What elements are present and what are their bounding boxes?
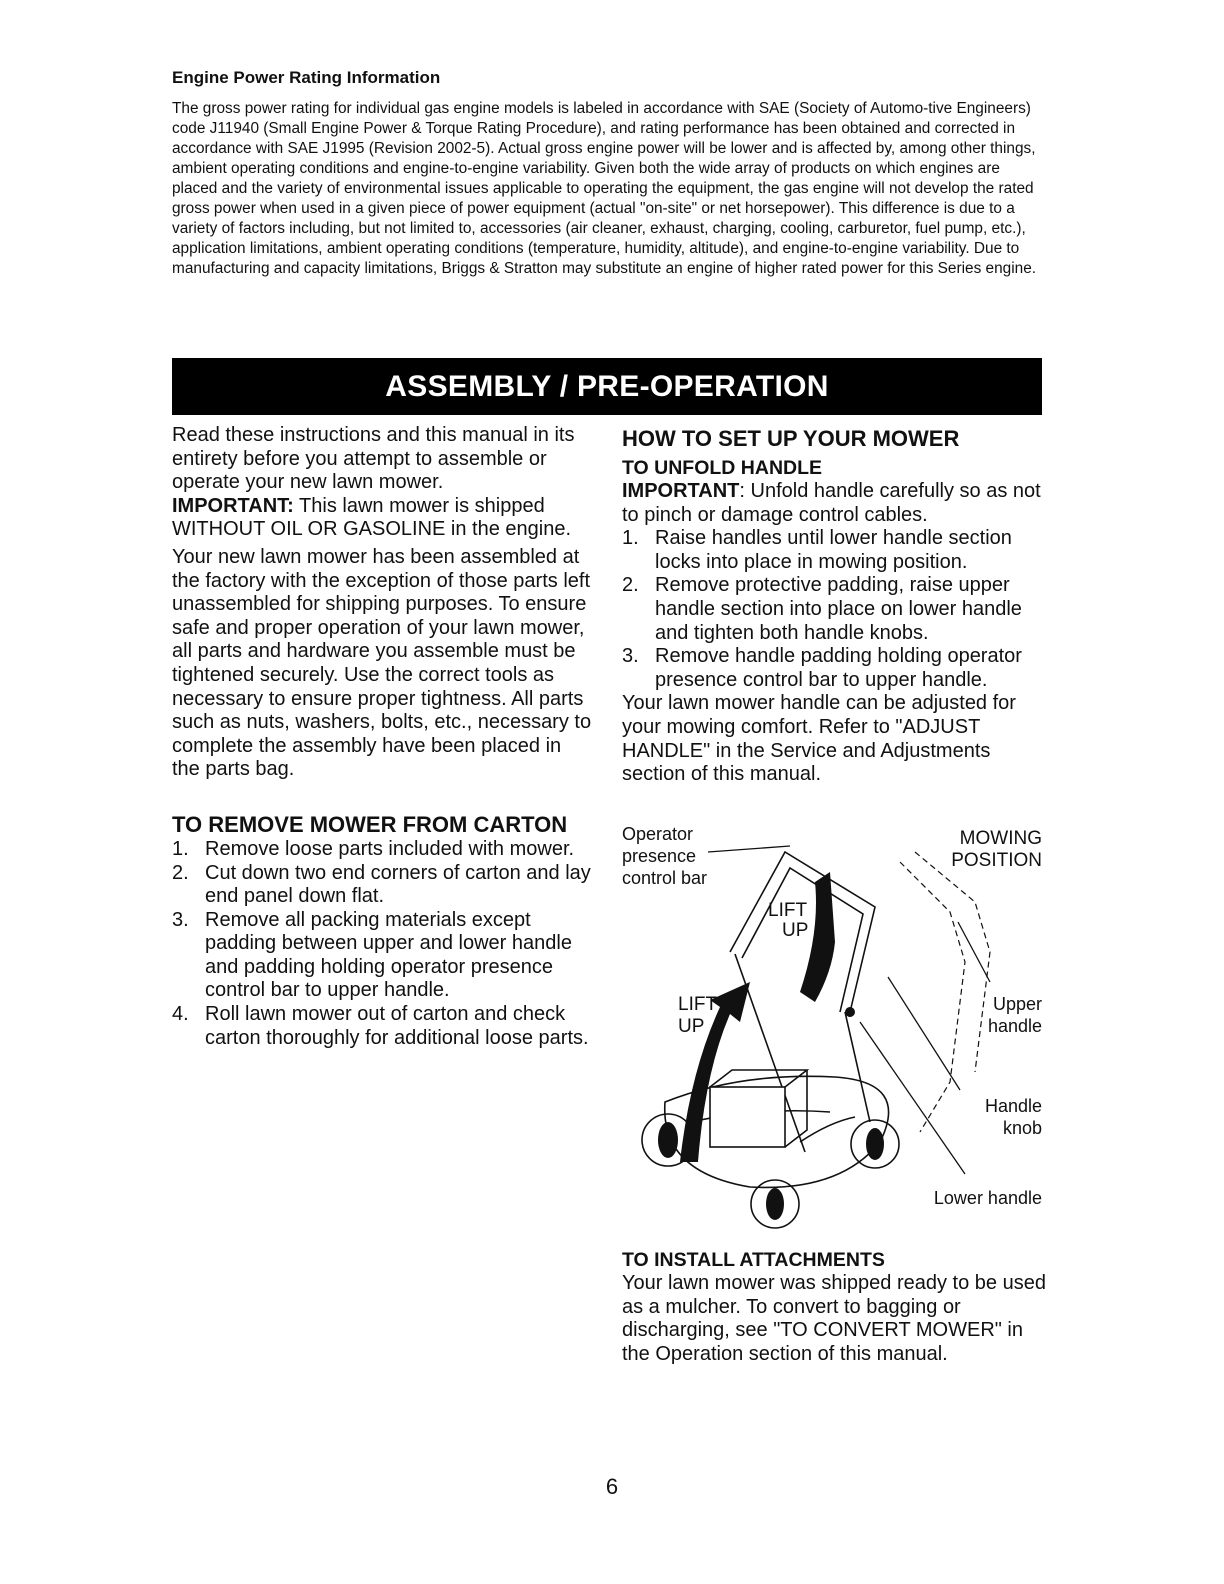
list-item bbox=[622, 574, 1054, 645]
step-number: 3. bbox=[172, 908, 189, 931]
step-number: 1. bbox=[622, 527, 639, 550]
step-number: 2. bbox=[622, 574, 639, 597]
unfold-steps-list bbox=[622, 527, 1054, 692]
important-text: : Unfold handle carefully so as not to pinch or damage control cables. bbox=[622, 480, 1041, 526]
label-operator: Operator bbox=[622, 824, 694, 844]
right-column bbox=[622, 426, 1054, 787]
label-upper: Upper bbox=[992, 994, 1042, 1014]
section-banner: ASSEMBLY / PRE-OPERATION bbox=[172, 358, 1042, 415]
list-item bbox=[172, 862, 592, 909]
label-lift-left: LIFT bbox=[678, 994, 718, 1015]
label-lower-handle: Lower handle bbox=[933, 1188, 1042, 1208]
step-number: 1. bbox=[172, 837, 189, 860]
attachments-paragraph: Your lawn mower was shipped ready to be used as a mulcher. To convert to bagging or discharging, see "TO CONVERT MOWER" in the Operation section of this manual. bbox=[622, 1272, 1046, 1365]
engine-info-heading: Engine Power Rating Information bbox=[172, 68, 441, 87]
step-number: 3. bbox=[622, 645, 639, 668]
step-text: Raise handles until lower handle section locks into place in mowing position. bbox=[655, 527, 1012, 573]
page-number: 6 bbox=[605, 1474, 619, 1499]
list-item bbox=[622, 527, 1054, 574]
step-text: Remove all packing materials except padding between upper and lower handle and padding holding operator presence control bar to upper handle. bbox=[205, 908, 572, 1002]
attachments-section bbox=[622, 1248, 1054, 1366]
attachments-heading: TO INSTALL ATTACHMENTS bbox=[622, 1249, 885, 1271]
label-presence: presence bbox=[622, 846, 697, 866]
intro-paragraph: Read these instructions and this manual in its entirety before you attempt to assemble or operate your new lawn mower. bbox=[172, 424, 575, 494]
important-text: This lawn mower is shipped WITHOUT OIL OR GASOLINE in the engine. bbox=[172, 494, 572, 541]
step-text: Remove handle padding holding operator presence control bar to upper handle. bbox=[655, 645, 1022, 691]
label-up-top: UP bbox=[782, 920, 809, 941]
unfold-heading: TO UNFOLD HANDLE bbox=[622, 457, 823, 479]
step-text: Cut down two end corners of carton and lay end panel down flat. bbox=[205, 861, 591, 908]
list-item bbox=[172, 838, 592, 862]
step-text: Roll lawn mower out of carton and check carton thoroughly for additional loose parts. bbox=[205, 1003, 589, 1049]
list-item bbox=[622, 645, 1054, 692]
label-position: POSITION bbox=[951, 850, 1042, 871]
setup-heading: HOW TO SET UP YOUR MOWER bbox=[622, 426, 960, 451]
mower-handle-figure bbox=[620, 822, 1050, 1232]
important-label: IMPORTANT bbox=[622, 480, 740, 502]
step-number: 4. bbox=[172, 1003, 189, 1026]
important-label: IMPORTANT: bbox=[172, 494, 294, 517]
label-lift-top: LIFT bbox=[768, 900, 808, 921]
step-text: Remove protective padding, raise upper handle section into place on lower handle and tighten both handle knobs. bbox=[655, 574, 1022, 644]
label-handle: Handle bbox=[984, 1096, 1042, 1116]
important-paragraph bbox=[172, 495, 592, 542]
assembled-paragraph: Your new lawn mower has been assembled at the factory with the exception of those parts left unassembled for shipping purposes. To ensure safe and proper operation of your lawn mower, all parts and hardware you assemble must be tightened securely. Use the correct tools as necessary to ensure proper tightness. All parts such as nuts, washers, bolts, etc., necessary to complete the assembly have been placed in the parts bag. bbox=[172, 545, 592, 781]
remove-steps-list bbox=[172, 838, 592, 1050]
unfold-important-paragraph bbox=[622, 480, 1054, 527]
list-item bbox=[172, 1003, 592, 1050]
step-number: 2. bbox=[172, 861, 189, 884]
remove-mower-heading: TO REMOVE MOWER FROM CARTON bbox=[172, 811, 568, 837]
label-up-left: UP bbox=[678, 1016, 705, 1037]
adjust-paragraph: Your lawn mower handle can be adjusted for your mowing comfort. Refer to "ADJUST HANDLE" in the Service and Adjustments section of this manual. bbox=[622, 692, 1016, 786]
list-item bbox=[172, 909, 592, 1003]
label-mowing: MOWING bbox=[959, 828, 1042, 849]
left-column bbox=[172, 424, 592, 1050]
engine-info-body: The gross power rating for individual gas engine models is labeled in accordance with SAE (Society of Automo-tive Engineers) code J11940 (Small Engine Power & Torque Rating Procedure), and rating performance has been obtained and corrected in accordance with SAE J1995 (Revision 2002-5). Actual gross engine power will be lower and is affected by, among other things, ambient operating conditions and engine-to-engine variability. Given both the wide array of products on which engines are placed and the variety of environmental issues applicable to operating the equipment, the gas engine will not develop the rated gross power when used in a given piece of power equipment (actual "on-site" or net horsepower). This difference is due to a variety of factors including, but not limited to, accessories (air cleaner, exhaust, charging, cooling, carburetor, fuel pump, etc.), application limitations, ambient operating conditions (temperature, humidity, altitude), and engine-to-engine variability. Due to manufacturing and capacity limitations, Briggs & Stratton may substitute an engine of higher rated power for this Series engine. bbox=[172, 100, 1037, 277]
label-upper-handle: handle bbox=[987, 1016, 1042, 1036]
label-knob: knob bbox=[1002, 1118, 1042, 1138]
step-text: Remove loose parts included with mower. bbox=[205, 837, 575, 860]
label-control-bar: control bar bbox=[622, 868, 708, 888]
